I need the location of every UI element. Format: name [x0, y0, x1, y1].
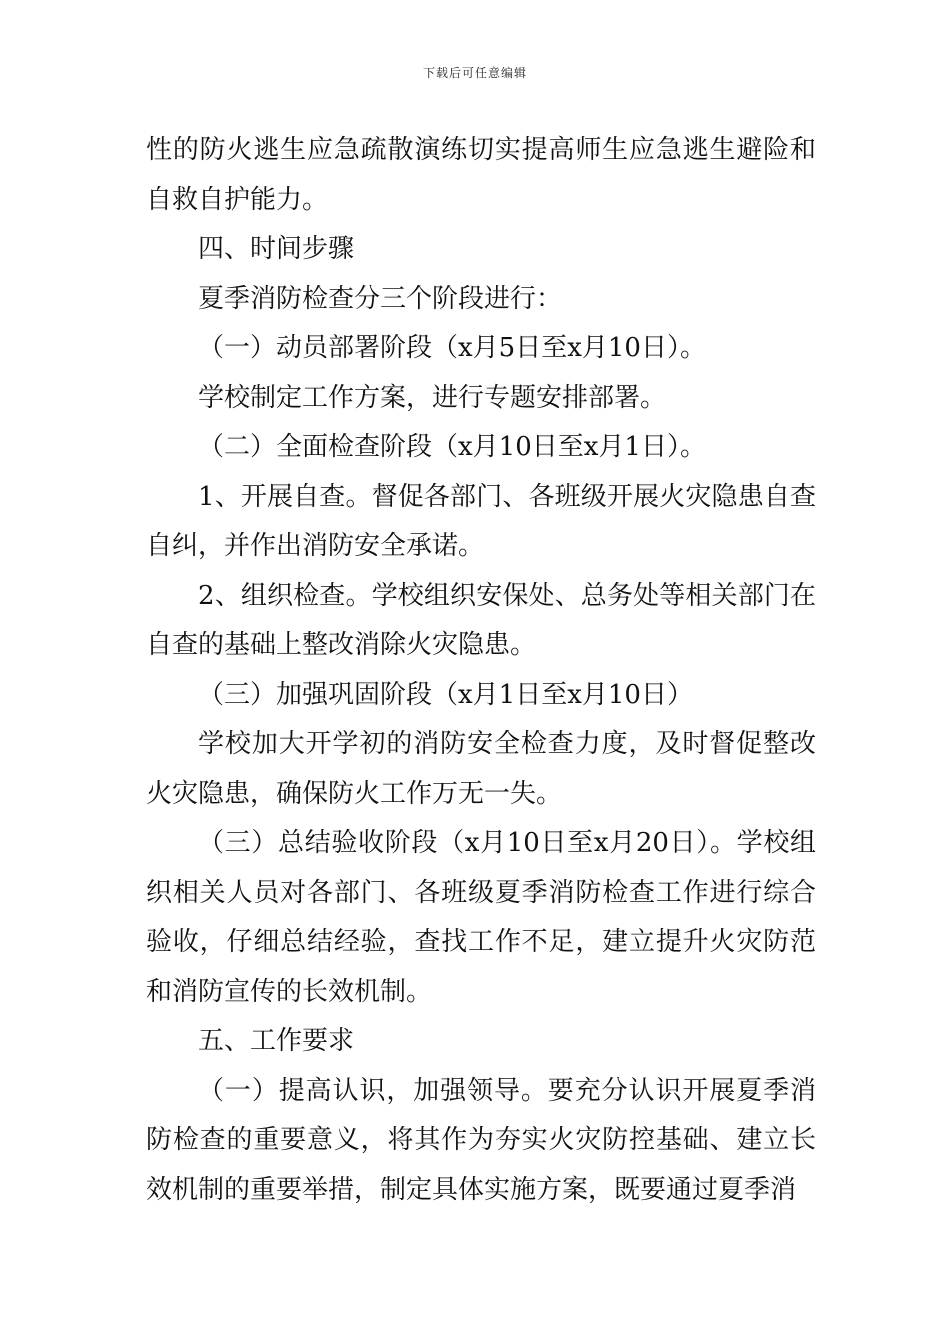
- paragraph: （三）总结验收阶段（x月10日至x月20日）。学校组织相关人员对各部门、各班级夏季消防检查工作进行综合验收，仔细总结经验，查找工作不足，建立提升火灾防范和消防宣传的长效机制。: [146, 828, 816, 1007]
- section-heading: 四、时间步骤: [198, 234, 355, 264]
- page-header: 下载后可任意编辑: [422, 66, 527, 80]
- paragraph: （一）提高认识，加强领导。要充分认识开展夏季消防检查的重要意义，将其作为夯实火灾防控基础、建立长效机制的重要举措，制定具体实施方案，既要通过夏季消: [146, 1075, 816, 1205]
- subsection-heading: （三）加强巩固阶段（x月1日至x月10日）: [198, 679, 693, 710]
- paragraph: 2、组织检查。学校组织安保处、总务处等相关部门在自查的基础上整改消除火灾隐患。: [146, 580, 816, 660]
- document-body: [146, 126, 816, 1215]
- subsection-heading: （一）动员部署阶段（x月5日至x月10日）。: [198, 333, 706, 363]
- paragraph: 夏季消防检查分三个阶段进行：: [198, 283, 563, 314]
- paragraph: 1、开展自查。督促各部门、各班级开展火灾隐患自查自纠，并作出消防安全承诺。: [146, 481, 816, 561]
- subsection-heading: （二）全面检查阶段（x月10日至x月1日）。: [198, 432, 706, 462]
- paragraph: 学校加大开学初的消防安全检查力度，及时督促整改火灾隐患，确保防火工作万无一失。: [146, 729, 816, 809]
- section-heading: 五、工作要求: [198, 1026, 355, 1056]
- paragraph: 学校制定工作方案，进行专题安排部署。: [198, 382, 667, 413]
- paragraph: 性的防火逃生应急疏散演练切实提高师生应急逃生避险和自救自护能力。: [146, 135, 816, 215]
